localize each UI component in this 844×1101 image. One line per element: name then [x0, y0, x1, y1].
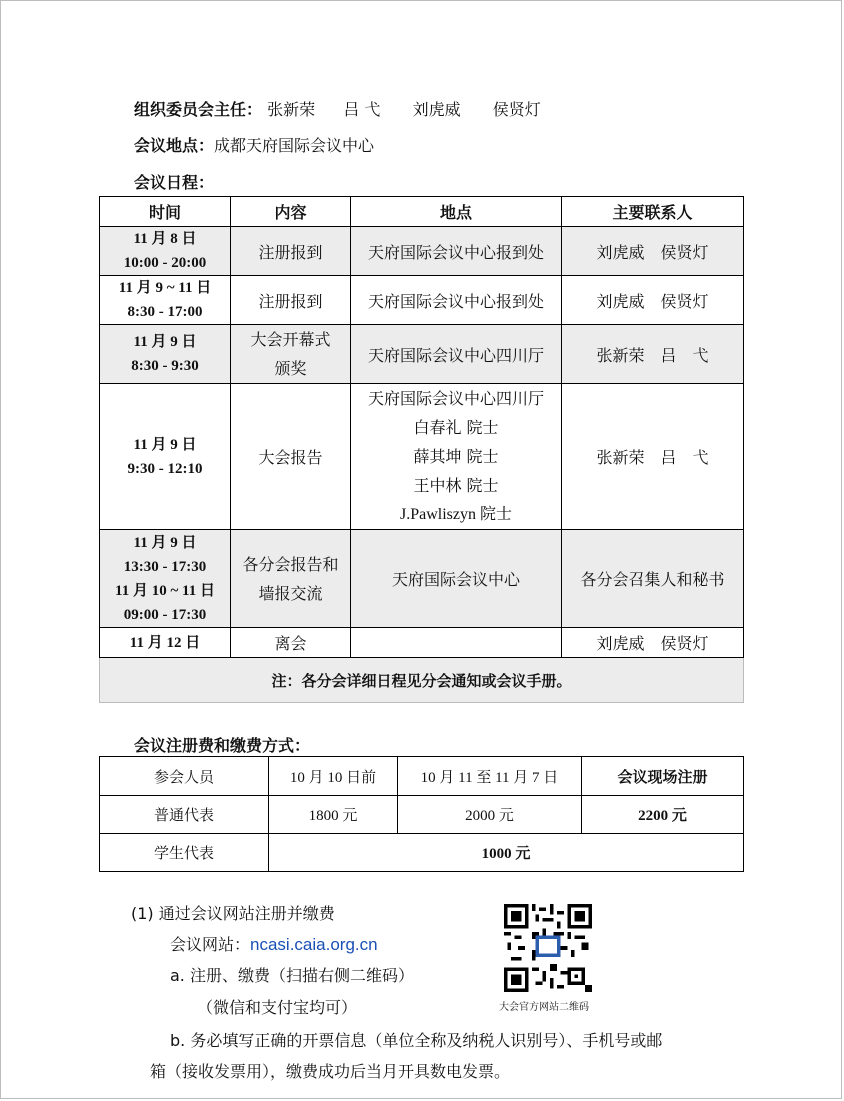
schedule-table [99, 196, 744, 703]
fee-all: 1000 元 [269, 834, 744, 872]
fees-row-label: 普通代表 [100, 796, 269, 834]
note-row [100, 658, 744, 703]
committee-member: 吕 弋 [343, 100, 381, 119]
time-cell [100, 628, 231, 658]
date-text: 11 月 9 日 [133, 436, 197, 453]
payment-step-b-line1: b. 务必填写正确的开票信息（单位全称及纳税人识别号）、手机号或邮 [170, 1031, 663, 1050]
fees-header-attendee: 参会人员 [100, 757, 269, 796]
fees-title: 会议注册费和缴费方式： [134, 736, 311, 755]
place-cell: 天府国际会议中心 [351, 530, 562, 628]
fees-row-label: 学生代表 [100, 834, 269, 872]
table-row [100, 325, 744, 384]
date-text: 11 月 9 日 [133, 534, 197, 551]
speaker-text: 薛其坤 院士 [413, 447, 499, 466]
time-cell [100, 227, 231, 276]
table-header-row [100, 197, 744, 227]
time-cell [100, 384, 231, 530]
time-text: 09:00 - 17:30 [123, 606, 207, 623]
date-text: 11 月 10 ~ 11 日 [115, 582, 215, 599]
time-cell [100, 530, 231, 628]
site-link[interactable]: ncasi.caia.org.cn [250, 935, 378, 954]
site-line [170, 932, 378, 955]
content-text: 各分会报告和 [242, 554, 339, 574]
contact-cell: 刘虎威 侯贤灯 [562, 628, 744, 658]
date-text: 11 月 12 日 [129, 634, 201, 651]
fees-header-early: 10 月 10 日前 [269, 757, 398, 796]
qr-caption: 大会官方网站二维码 [499, 1002, 589, 1013]
contact-cell: 张新荣 吕 弋 [562, 384, 744, 530]
venue-line [134, 133, 374, 156]
committee-member: 张新荣 [267, 100, 316, 119]
venue-label: 会议地点： [134, 136, 215, 155]
table-row [100, 628, 744, 658]
time-cell [100, 325, 231, 384]
payment-step-a-note: （微信和支付宝均可） [197, 998, 358, 1017]
place-cell: 天府国际会议中心报到处 [351, 227, 562, 276]
table-row [100, 384, 744, 530]
fees-header-mid: 10 月 11 至 11 月 7 日 [398, 757, 582, 796]
place-cell [351, 628, 562, 658]
schedule-note: 注：各分会详细日程见分会通知或会议手册。 [100, 658, 744, 703]
payment-item-1: (1) 通过会议网站注册并缴费 [131, 904, 335, 923]
committee-line [134, 97, 541, 120]
content-cell [231, 530, 351, 628]
speaker-text: 王中林 院士 [413, 476, 499, 495]
content-text: 大会开幕式 [250, 330, 331, 349]
qr-code-icon[interactable] [504, 904, 592, 992]
content-cell: 注册报到 [231, 276, 351, 325]
speaker-text: J.Pawliszyn 院士 [399, 506, 512, 523]
place-text: 天府国际会议中心四川厅 [367, 389, 544, 408]
time-text: 13:30 - 17:30 [123, 558, 207, 575]
table-row [100, 276, 744, 325]
contact-cell: 各分会召集人和秘书 [562, 530, 744, 628]
speaker-text: 白春礼 院士 [413, 418, 499, 437]
venue-value: 成都天府国际会议中心 [214, 136, 375, 155]
contact-cell: 张新荣 吕 弋 [562, 325, 744, 384]
header-contact: 主要联系人 [562, 197, 744, 227]
contact-cell: 刘虎威 侯贤灯 [562, 276, 744, 325]
time-text: 10:00 - 20:00 [123, 255, 207, 271]
fee-onsite: 2200 元 [582, 796, 744, 834]
time-cell [100, 276, 231, 325]
content-text: 墙报交流 [258, 583, 323, 603]
site-label: 会议网站： [170, 935, 251, 954]
fees-table [99, 756, 744, 872]
payment-step-a: a. 注册、缴费（扫描右侧二维码） [170, 966, 414, 985]
fees-header-onsite: 会议现场注册 [582, 757, 744, 796]
place-cell: 天府国际会议中心报到处 [351, 276, 562, 325]
header-content: 内容 [231, 197, 351, 227]
header-place: 地点 [351, 197, 562, 227]
contact-cell: 刘虎威 侯贤灯 [562, 227, 744, 276]
content-cell: 离会 [231, 628, 351, 658]
place-cell [351, 384, 562, 530]
committee-member: 侯贤灯 [492, 100, 541, 119]
fee-mid: 2000 元 [398, 796, 582, 834]
content-cell: 大会报告 [231, 384, 351, 530]
table-row [100, 796, 744, 834]
fees-header-row [100, 757, 744, 796]
table-row [100, 530, 744, 628]
header-time: 时间 [100, 197, 231, 227]
date-text: 11 月 9 日 [133, 334, 197, 350]
time-text: 9:30 - 12:10 [127, 460, 203, 477]
table-row [100, 227, 744, 276]
table-row [100, 834, 744, 872]
content-cell [231, 325, 351, 384]
schedule-title: 会议日程： [134, 173, 215, 192]
place-cell: 天府国际会议中心四川厅 [351, 325, 562, 384]
date-text: 11 月 8 日 [133, 231, 197, 247]
content-cell: 注册报到 [231, 227, 351, 276]
committee-member: 刘虎威 [412, 100, 461, 119]
committee-label: 组织委员会主任： [134, 100, 263, 119]
payment-step-b-line2: 箱（接收发票用），缴费成功后当月开具数电发票。 [150, 1062, 511, 1081]
time-text: 8:30 - 9:30 [131, 358, 199, 374]
time-text: 8:30 - 17:00 [127, 304, 203, 320]
date-text: 11 月 9 ~ 11 日 [118, 280, 212, 296]
content-text: 颁奖 [274, 359, 307, 378]
fee-early: 1800 元 [269, 796, 398, 834]
